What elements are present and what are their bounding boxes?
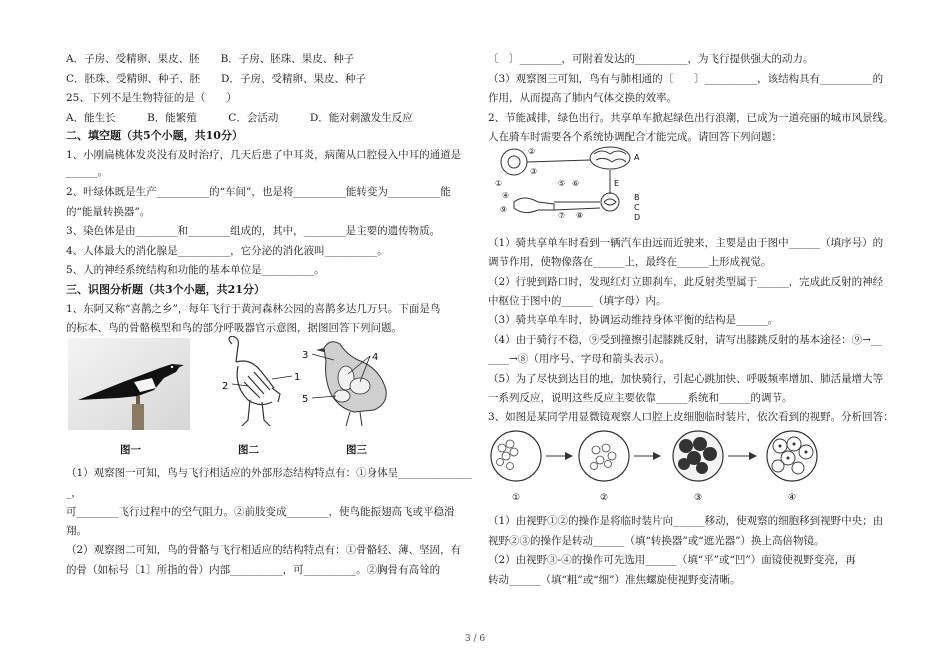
fill-q1-line1: 1、小刚扁桃体发炎没有及时治疗，几天后患了中耳炎，病菌从口腔侵入中耳的通道是 (66, 149, 462, 161)
q25-options: A．能生长 B．能繁殖 C．会活动 D．能对刺激发生反应 (66, 112, 413, 124)
field-1 (491, 431, 541, 481)
analysis-q2-sub2-line1: （2）行驶到路口时，发现红灯立即刹车，此反射类型属于______，完成此反射的神经 (488, 276, 884, 288)
analysis-q1-sub1-line1: （1）观察图一可知，鸟与飞行相适应的外部形态结构特点有：①身体呈______________ (66, 467, 472, 479)
analysis-q1-sub3-line2: 作用，从而提高了肺内气体交换的效率。 (488, 92, 677, 104)
analysis-q1-sub3-line1: （3）观察图三可知，鸟有与肺相通的〔 〕__________，该结构具有__________的 (488, 73, 884, 85)
fill-q2-line2: 的“能量转换器”。 (66, 206, 151, 218)
analysis-q3-sub2-line1: （2）由视野③-④的操作可先选用______（填“平”或“凹”）面镜使视野变亮，再 (488, 554, 856, 566)
analysis-q3-intro: 3、如图是某同学用显微镜观察人口腔上皮细胞临时装片，依次看到的视野。分析回答： (488, 411, 894, 423)
analysis-q1-sub1-line2: _， (66, 487, 82, 499)
diagram-label-A: A (634, 153, 640, 162)
q24-options-ab: A．子房、受精卵、果皮、胚 B．子房、胚珠、果皮、种子 (66, 53, 355, 65)
field-4 (767, 431, 817, 481)
respiratory-label-5: 5 (302, 394, 309, 405)
microscope-fields-diagram (488, 426, 848, 506)
analysis-q3-sub2-line2: 转动______（填“粗”或“细”）准焦螺旋使视野变清晰。 (488, 574, 741, 586)
diagram-label-circle-4: ④ (502, 191, 510, 200)
diagram-label-circle-5: ⑤ (558, 179, 566, 188)
fill-q3: 3、染色体是由________和________组成的，其中，________是主要的遗传物质。 (66, 225, 441, 237)
diagram-label-circle-9: ⑨ (500, 205, 508, 214)
nervous-system-diagram (494, 146, 654, 222)
analysis-q2-sub4-line2: ____→⑧（用序号、字母和箭头表示）。 (488, 353, 671, 365)
analysis-q2-intro-line1: 2、节能减排，绿色出行。共享单车掀起绿色出行浪潮，已成为一道亮丽的城市风景线。 (488, 112, 894, 124)
fill-q5: 5、人的神经系统结构和功能的基本单位是__________。 (66, 264, 325, 276)
field-label-2: ② (600, 493, 609, 503)
analysis-q2-sub2-line2: 中枢位于图中的______（填字母）内。 (488, 295, 667, 307)
analysis-q1-sub2-line2: 的骨（如标号〔1〕所指的骨）内部__________，可__________。②胸骨有高耸的 (66, 564, 441, 576)
diagram-label-circle-1: ① (495, 179, 503, 188)
diagram-label-circle-3: ③ (530, 167, 538, 176)
fill-q1-line2: ______。 (66, 166, 108, 178)
respiratory-label-4: 4 (372, 352, 379, 363)
diagram-label-B: B (634, 193, 640, 202)
section-figure-analysis-title: 三、识图分析题（共3个小题，共21分） (66, 283, 265, 296)
page-number: 3 / 6 (464, 634, 486, 644)
fill-q4: 4、人体最大的消化腺是__________，它分泌的消化液叫__________。 (66, 245, 388, 257)
analysis-q1-sub1-line3: 可________飞行过程中的空气阻力。②前肢变成________，使鸟能振翅高飞或平稳滑 (66, 506, 455, 518)
field-label-4: ④ (788, 493, 797, 503)
field-label-1: ① (512, 493, 521, 503)
skeleton-label-2: 2 (222, 381, 229, 392)
analysis-q3-sub1-line2: 视野②③的操作是转动______（填“转换器”或“遮光器”）换上高倍物镜。 (488, 535, 825, 547)
figure-1-caption: 图一 (120, 444, 141, 456)
analysis-q3-sub1-line1: （1）由视野①②的操作是将临时装片向______移动，使观察的细胞移到视野中央；由 (488, 515, 884, 527)
analysis-q2-sub1-line1: （1）骑共享单车时看到一辆汽车由远而近驶来，主要是由于图中______（填序号）的 (488, 237, 884, 249)
analysis-q2-intro-line2: 人在骑车时需要各个系统协调配合才能完成。请回答下列问题： (488, 131, 782, 143)
field-3 (673, 431, 723, 481)
analysis-q1-sub2-line3: 〔 〕________，可附着发达的__________，为飞行提供强大的动力。 (488, 53, 814, 65)
analysis-q2-sub5-line2: 一系列反应，说明这些反应主要依靠______系统和______的调节。 (488, 392, 793, 404)
fill-q2-line1: 2、叶绿体既是生产__________的“车间”，也是将__________能转变为__________能 (66, 186, 451, 198)
diagram-label-circle-7: ⑦ (558, 211, 566, 220)
q24-options-cd: C．胚珠、受精卵、种子、胚 D．子房、受精卵、果皮、种子 (66, 73, 366, 85)
diagram-label-D: D (634, 213, 641, 222)
field-label-3: ③ (694, 493, 703, 503)
diagram-label-circle-6: ⑥ (572, 179, 580, 188)
q25-stem: 25、下列不是生物特征的是（ ） (66, 92, 237, 104)
magpie-photo (68, 338, 190, 430)
section-fill-blank-title: 二、填空题（共5个小题，共10分） (66, 129, 243, 142)
field-2 (579, 431, 629, 481)
analysis-q2-sub4-line1: （4）由于骑行不稳，⑨受到撞擦引起膝跳反射，请写出膝跳反射的基本途径：⑨→__ (488, 334, 882, 346)
skeleton-label-1: 1 (294, 372, 301, 383)
analysis-q2-sub3: （3）骑共享单车时，协调运动维持身体平衡的结构是______。 (488, 314, 779, 326)
figure-3-caption: 图三 (346, 444, 367, 456)
diagram-label-circle-2: ② (528, 147, 536, 156)
analysis-q1-intro-line1: 1、东阿又称“喜鹊之乡”，每年飞行于黄河森林公园的喜鹊多达几万只。下面是鸟 (66, 303, 441, 315)
diagram-label-circle-8: ⑧ (576, 211, 584, 220)
diagram-label-C: C (634, 203, 640, 212)
analysis-q1-intro-line2: 的标本、鸟的骨骼模型和鸟的部分呼吸器官示意图，据图回答下列问题。 (66, 322, 402, 334)
respiratory-label-3: 3 (302, 350, 309, 361)
analysis-q1-sub1-line4: 翔。 (66, 525, 87, 537)
analysis-q2-sub5-line1: （5）为了尽快到达目的地，加快骑行，引起心跳加快、呼吸频率增加、肺活量增大等 (488, 373, 884, 385)
bird-respiratory-diagram (300, 334, 400, 432)
analysis-q2-sub1-line2: 调节作用，使物像落在______上，最终在______上形成视觉。 (488, 256, 772, 268)
figure-2-caption: 图二 (238, 444, 259, 456)
bird-skeleton-diagram (214, 336, 302, 430)
analysis-q1-sub2-line1: （2）观察图二可知，鸟的骨骼与飞行相适应的结构特点有：①骨骼轻、薄、坚固，有 (66, 544, 462, 556)
diagram-label-E: E (614, 179, 620, 188)
